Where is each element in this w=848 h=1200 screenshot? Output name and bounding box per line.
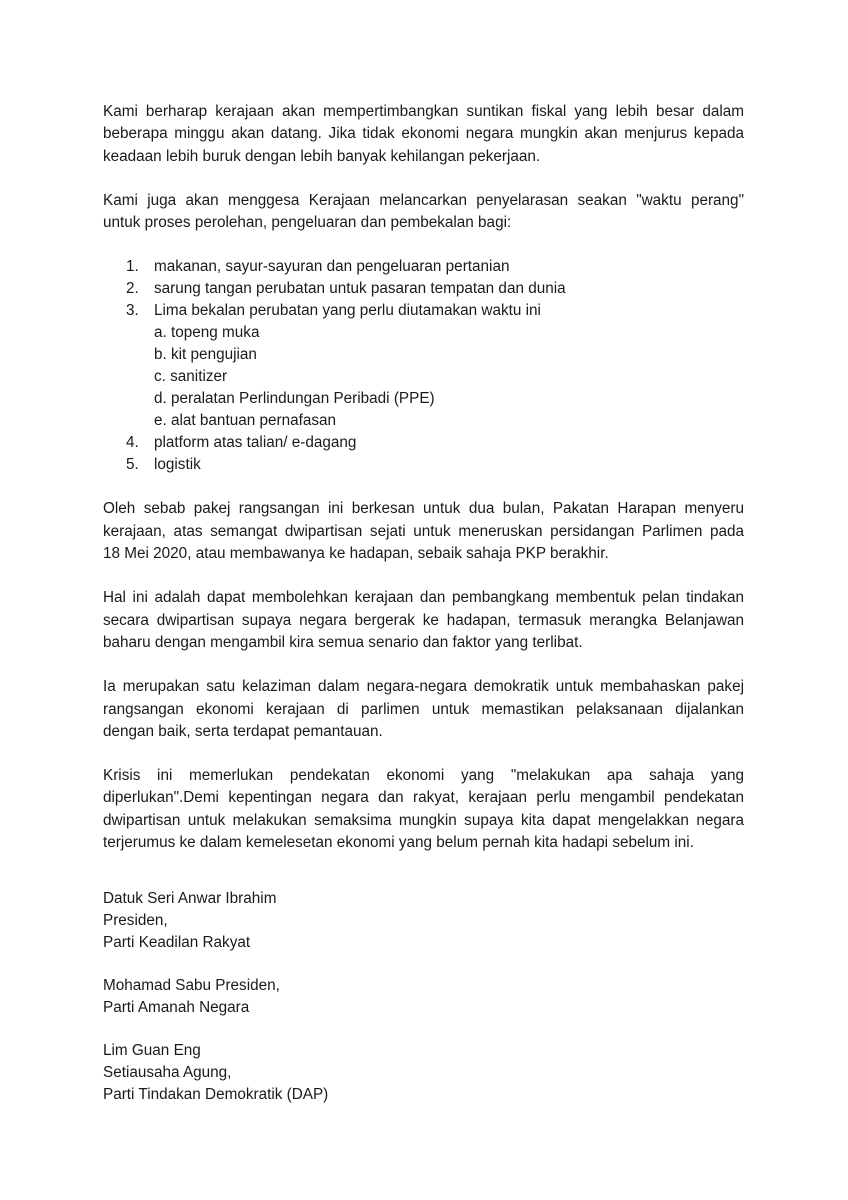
text-line: Kami berharap kerajaan akan mempertimbangkan suntikan fiskal yang lebih besar dalam [103, 103, 744, 120]
text-line: rangsangan ekonomi kerajaan di parlimen untuk memastikan pelaksanaan dijalankan [103, 700, 744, 718]
list-item [103, 278, 744, 300]
signatory-title: Presiden, [103, 912, 168, 930]
paragraph-fiscal-injection [103, 101, 744, 168]
list-item-text: sarung tangan perubatan untuk pasaran tempatan dan dunia [154, 280, 566, 298]
signatory-party: Parti Keadilan Rakyat [103, 934, 251, 952]
paragraph-parliament-session [103, 498, 744, 565]
text-line: baharu dengan mengambil kira semua senario dan faktor yang terlibat. [103, 633, 583, 651]
supply-priority-list [103, 256, 744, 476]
signatory-party: Parti Tindakan Demokratik (DAP) [103, 1086, 329, 1104]
signatory-mohamad-sabu [103, 975, 744, 1019]
text-line: beberapa minggu akan datang. Jika tidak ekonomi negara mungkin akan menjurus kepada [103, 125, 744, 143]
list-item-text: makanan, sayur-sayuran dan pengeluaran pertanian [154, 258, 510, 276]
signatory-anwar [103, 888, 744, 954]
text-line: diperlukan".Demi kepentingan negara dan rakyat, kerajaan perlu mengambil pendekatan [103, 789, 744, 807]
text-line: Oleh sebab pakej rangsangan ini berkesan untuk dua bulan, Pakatan Harapan menyeru [103, 500, 744, 518]
paragraph-bipartisan-plan [103, 587, 744, 654]
list-item [103, 432, 744, 454]
sublist-item: e. alat bantuan pernafasan [154, 412, 337, 430]
list-number: 5. [126, 456, 139, 474]
paragraph-wartime-coordination [103, 190, 744, 235]
signatory-lim-guan-eng [103, 1040, 744, 1106]
list-item-text: platform atas talian/ e-dagang [154, 434, 357, 452]
sublist-item: d. peralatan Perlindungan Peribadi (PPE) [154, 390, 435, 408]
signatories [103, 888, 744, 1106]
text-line: dengan baik, serta terdapat pemantauan. [103, 722, 383, 740]
signatory-name: Mohamad Sabu Presiden, [103, 977, 280, 995]
list-item [103, 256, 744, 278]
text-line: terjerumus ke dalam kemelesetan ekonomi yang belum pernah kita hadapi sebelum ini. [103, 834, 694, 852]
text-line: secara dwipartisan supaya negara bergerak ke hadapan, termasuk merangka Belanjawan [103, 611, 744, 629]
list-number: 3. [126, 302, 139, 320]
text-line: keadaan lebih buruk dengan lebih banyak kehilangan pekerjaan. [103, 147, 541, 165]
list-number: 2. [126, 280, 139, 298]
text-line: dwipartisan untuk melakukan semaksima mungkin supaya kita dapat mengelakkan negara [103, 811, 744, 829]
signatory-party: Parti Amanah Negara [103, 999, 250, 1017]
text-line: Kami juga akan menggesa Kerajaan melancarkan penyelarasan seakan "waktu perang" [103, 191, 744, 209]
text-line: 18 Mei 2020, atau membawanya ke hadapan, sebaik sahaja PKP berakhir. [103, 545, 609, 563]
letter-body [103, 101, 744, 1127]
signatory-name: Lim Guan Eng [103, 1042, 201, 1060]
text-line: untuk proses perolehan, pengeluaran dan pembekalan bagi: [103, 214, 512, 232]
sublist-item: c. sanitizer [154, 368, 228, 386]
list-item [103, 454, 744, 476]
sublist-item: a. topeng muka [154, 324, 260, 342]
text-line: kerajaan, atas semangat dwipartisan sejati untuk meneruskan persidangan Parlimen pada [103, 522, 744, 540]
list-number: 1. [126, 258, 139, 276]
signatory-title: Setiausaha Agung, [103, 1064, 232, 1082]
signatory-name: Datuk Seri Anwar Ibrahim [103, 890, 277, 908]
text-line: Hal ini adalah dapat membolehkan kerajaan dan pembangkang membentuk pelan tindakan [103, 589, 744, 607]
list-item-text: Lima bekalan perubatan yang perlu diutamakan waktu ini [154, 302, 541, 320]
text-line: Krisis ini memerlukan pendekatan ekonomi yang "melakukan apa sahaja yang [103, 767, 744, 785]
text-line: Ia merupakan satu kelaziman dalam negara-negara demokratik untuk membahaskan pakej [103, 678, 744, 696]
list-item-text: logistik [154, 456, 201, 474]
list-number: 4. [126, 434, 139, 452]
paragraph-democratic-norm [103, 676, 744, 743]
sublist-item: b. kit pengujian [154, 346, 257, 364]
paragraph-crisis-approach [103, 765, 744, 854]
list-item [103, 300, 744, 322]
